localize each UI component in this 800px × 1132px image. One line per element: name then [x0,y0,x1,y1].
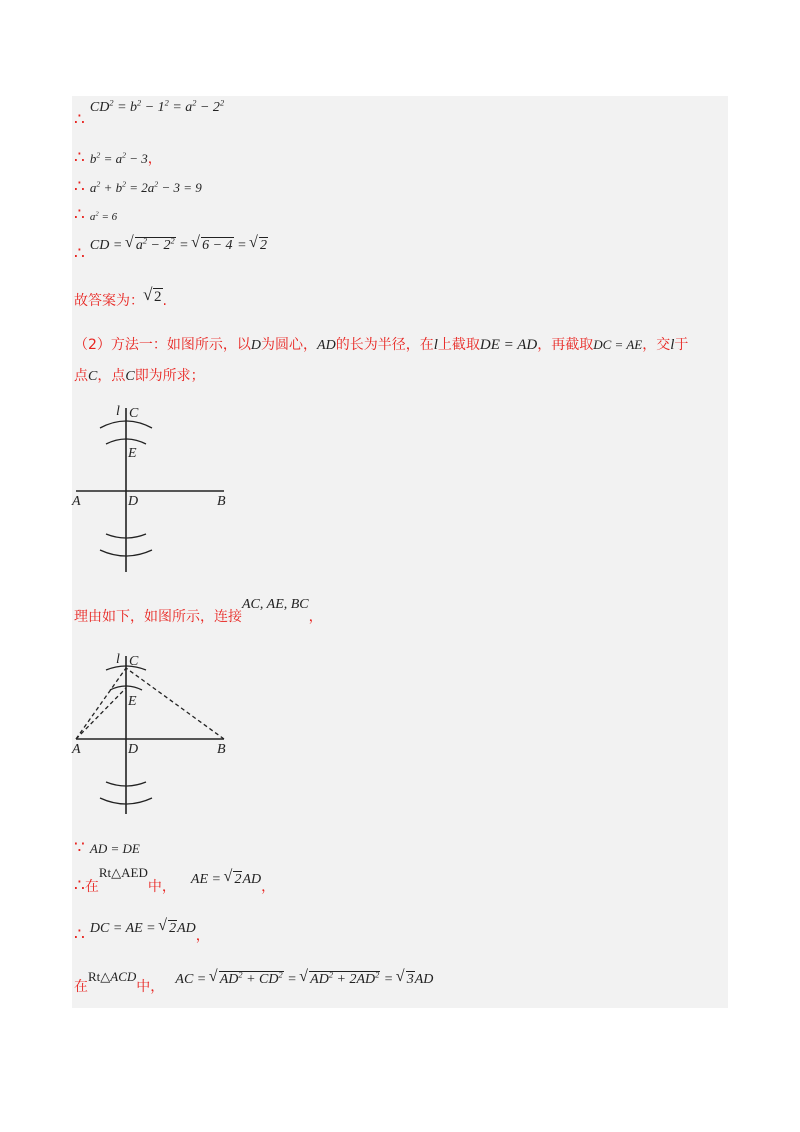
step-cd-value: ∴ CD = √ $a^2 - 2^2$ = √ 6 − 4 = √ 2 [74,234,268,254]
label-c: C [129,654,139,669]
label-a: A [72,494,81,509]
label-l: l [116,652,120,667]
proof-ac: 在Rt△ACD中， AC = √ $AD^2 + CD^2$ = √ $AD^2 + 2AD^2$ = √ 3AD [74,968,433,988]
segment-bc-dashed [126,668,224,739]
segment-ac-dashed [76,668,126,739]
label-b: B [217,494,226,509]
proof-ae: ∴在$^{Rt\triangle AED}$中， AE = √ 2AD， [74,868,275,888]
label-e: E [128,446,137,461]
reason-line: 理由如下，如图所示，连接AC, AE, BC， [74,597,323,625]
label-d: D [128,494,139,509]
answer-line: 故答案为：√ 2. [74,286,167,306]
method-description-line2: 点C，点C即为所求； [74,368,205,384]
label-c: C [129,406,139,421]
proof-ad-de: ∵ AD = DE [74,838,140,858]
segment-ae-dashed [76,688,126,739]
step-b-squared: ∴ $b^2 = a^2 - 3$， [74,148,162,168]
step-cd-squared: ∴ $CD^2 = b^2 - 1^2 = a^2 - 2^2$ [74,98,225,130]
label-d: D [128,742,139,757]
proof-dc: ∴ DC = AE = √ 2AD， [74,917,210,937]
answer-value: √ 2 [144,288,163,306]
step-a-squared: ∴ $a^2 = 6$ [74,205,118,225]
method-description-line1: （2）方法一：如图所示，以D为圆心，AD的长为半径，在l上截取DE = AD，再截取DC = AE，交l于 [74,337,689,353]
construction-figure-2 [66,648,246,818]
label-a: A [72,742,81,757]
label-l: l [116,404,120,419]
step-sum: ∴ $a^2 + b^2 = 2a^2 - 3 = 9$ [74,177,202,197]
construction-figure-1 [66,400,246,580]
equation: $CD^2 = b^2 - 1^2 = a^2 - 2^2$ [89,98,225,115]
label-b: B [217,742,226,757]
label-e: E [128,694,137,709]
